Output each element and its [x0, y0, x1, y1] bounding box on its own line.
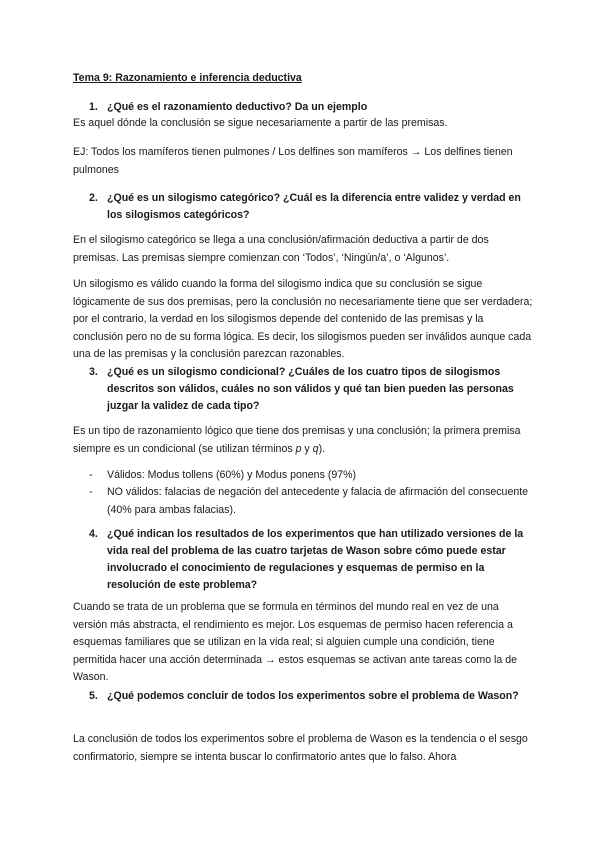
term-q: q [312, 442, 319, 455]
answer-2-paragraph-1: En el silogismo categórico se llega a una conclusión/afirmación deductiva a partir de dos premisas. Las premisas siempre comienzan con ‘Todos’, ‘Ningún/a’, o ‘Algunos’. [73, 234, 489, 264]
question-2 [73, 190, 533, 224]
question-number: 3. [89, 366, 98, 378]
answer-5: La conclusión de todos los experimentos sobre el problema de Wason es la tendencia o el sesgo confirmatorio, siempre se intenta buscar lo confirmatorio antes que lo falso. Ahora [73, 733, 528, 763]
list-item [73, 484, 533, 519]
question-number: 1. [89, 101, 98, 113]
question-1 [73, 99, 533, 116]
answer-4: Cuando se trata de un problema que se formula en términos del mundo real en vez de una versión más abstracta, el rendimiento es mejor. Los esquemas de permiso hacen referencia a esquemas familiares que se utilizan en la vida real; si alguien cumple una condición, tiene permitida hacer una acción determinada → estos esquemas se activan ante tareas como la de Wason. [73, 601, 518, 683]
question-text: ¿Qué es el razonamiento deductivo? Da un ejemplo [107, 101, 368, 113]
answer-3-text-end: ). [318, 442, 326, 455]
answer-1: Es aquel dónde la conclusión se sigue necesariamente a partir de las premisas. [73, 117, 448, 129]
example-1: EJ: Todos los mamíferos tienen pulmones / Los delfines son mamíferos → Los delfines tienen pulmones [73, 146, 513, 176]
answer-2-paragraph-2: Un silogismo es válido cuando la forma del silogismo indica que su conclusión se sigue lógicamente de sus dos premisas, pero la conclusión no necesariamente tiene que ser verdadera; por el contrario, la verdad en los silogismos depende del contenido de las premisas y la conclusión pero no de su forma lógica. Es decir, los silogismos pueden ser inválidos aunque cada una de las premisas y la conclusión parezcan razonables. [73, 278, 533, 360]
answer-3-text-mid: y [301, 442, 313, 455]
question-text: ¿Qué es un silogismo condicional? ¿Cuáles de los cuatro tipos de silogismos descritos son válidos, cuáles no son válidos y qué tan bien pueden las personas juzgar la validez de cada tipo? [107, 366, 514, 412]
question-number: 2. [89, 192, 98, 204]
question-3 [73, 364, 533, 415]
question-number: 5. [89, 690, 98, 702]
list-item [73, 467, 533, 485]
answer-3-text-start: Es un tipo de razonamiento lógico que tiene dos premisas y una conclusión; la primera premisa siempre es un condicional (se utilizan términos [73, 425, 521, 455]
list-item-text: Válidos: Modus tollens (60%) y Modus ponens (97%) [107, 469, 357, 481]
question-text: ¿Qué podemos concluir de todos los experimentos sobre el problema de Wason? [107, 690, 519, 702]
question-text: ¿Qué es un silogismo categórico? ¿Cuál es la diferencia entre validez y verdad en los silogismos categóricos? [107, 192, 521, 221]
question-4 [73, 526, 533, 594]
answer-3 [73, 423, 533, 458]
question-text: ¿Qué indican los resultados de los experimentos que han utilizado versiones de la vida real del problema de las cuatro tarjetas de Wason sobre cómo puede estar involucrado el conocimiento de regulaciones y esquemas de permiso en la resolución de este problema? [107, 528, 524, 591]
list-bullet: - [89, 469, 93, 481]
question-number: 4. [89, 528, 98, 540]
list-item-text: NO válidos: falacias de negación del antecedente y falacia de afirmación del consecuente (40% para ambas falacias). [107, 486, 529, 516]
term-p: p [295, 442, 302, 455]
page-title: Tema 9: Razonamiento e inferencia deductiva [73, 72, 302, 84]
list-bullet: - [89, 486, 93, 498]
question-5 [73, 688, 533, 705]
